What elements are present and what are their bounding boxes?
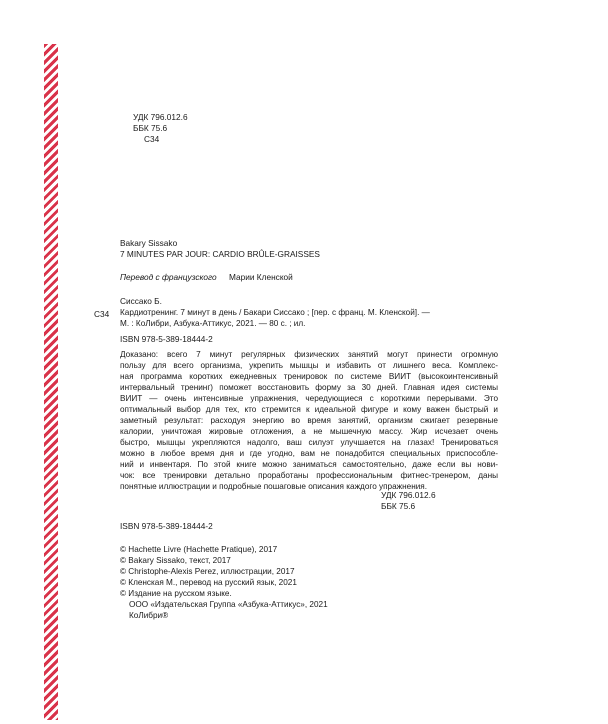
annotation-line: ВИИТ — очень интенсивные упражнения, чередующиеся с короткими перерывами. Это [120, 394, 498, 403]
copyright-block [120, 544, 328, 621]
translation-label: Перевод с французского [120, 272, 217, 282]
catalog-description [120, 307, 430, 329]
catalog-description-line: М. : КоЛибри, Азбука-Аттикус, 2021. — 80 с. ; ил. [120, 319, 306, 328]
catalog-description-line: Кардиотренинг. 7 минут в день / Бакари Сиссако ; [пер. с франц. М. Кленской]. — [120, 308, 430, 317]
copyright-line: © Hachette Livre (Hachette Pratique), 2017 [120, 545, 278, 554]
annotation-line: интервальный тренинг) поможет восстановить форму за 30 дней. Главная идея системы [120, 383, 498, 392]
annotation-line: ний и инвентаря. По этой книге можно заниматься самостоятельно, даже если вы нови- [120, 460, 498, 469]
bbk-code-bottom: ББК 75.6 [381, 501, 416, 511]
annotation-line: заметный результат: расходуя энергию во время занятий, организм сжигает резервные [120, 416, 498, 425]
isbn-bottom: ISBN 978-5-389-18444-2 [120, 521, 213, 531]
original-author: Bakary Sissako [120, 238, 178, 248]
annotation-line: понятные иллюстрации и подробные пошаговые описания каждого упражнения. [120, 482, 428, 491]
catalog-heading: Сиссако Б. [120, 296, 162, 306]
annotation-line: можно в любое время дня и где угодно, вам не понадобится специальных приспособле- [120, 449, 498, 458]
decorative-diagonal-stripe [44, 44, 58, 720]
udk-code-top: УДК 796.012.6 [133, 112, 188, 122]
annotation-line: калории, уничтожая жировые отложения, а не мышечную массу. Жир исчезает очень [120, 427, 498, 436]
author-mark-catalog: С34 [94, 309, 110, 319]
copyright-line: ООО «Издательская Группа «Азбука-Аттикус», 2021 [129, 600, 328, 609]
annotation-line: оптимальный выбор для тех, кто стремится к идеальной фигуре и кому важен быстрый и [120, 405, 498, 414]
copyright-line: © Издание на русском языке. [120, 589, 232, 598]
original-title: 7 MINUTES PAR JOUR: CARDIO BRÛLE-GRAISSES [120, 249, 320, 259]
isbn-catalog: ISBN 978-5-389-18444-2 [120, 334, 213, 344]
translator-name: Марии Кленской [229, 272, 293, 282]
annotation-line: чок: все тренировки детально проработаны профессиональным фитнес-тренером, даны [120, 471, 498, 480]
udk-code-bottom: УДК 796.012.6 [381, 490, 436, 500]
copyright-line: © Christophe-Alexis Perez, иллюстрации, 2017 [120, 567, 295, 576]
annotation-paragraph [120, 349, 498, 492]
copyright-line: КоЛибри® [129, 611, 169, 620]
annotation-line: Доказано: всего 7 минут регулярных физических занятий могут принести огромную [120, 350, 498, 359]
annotation-line: пользу для всего организма, укрепить мышцы и избавить от лишнего веса. Комплекс- [120, 361, 498, 370]
bbk-code-top: ББК 75.6 [133, 123, 168, 133]
author-mark-top: С34 [144, 134, 160, 144]
annotation-line: быстро, мышцы укрепляются надолго, ваш силуэт улучшается на глазах! Тренироваться [120, 438, 498, 447]
annotation-line: ная программа коротких ежедневных тренировок по системе ВИИТ (высокоинтенсивный [120, 372, 498, 381]
copyright-line: © Bakary Sissako, текст, 2017 [120, 556, 231, 565]
copyright-line: © Кленская М., перевод на русский язык, 2021 [120, 578, 297, 587]
